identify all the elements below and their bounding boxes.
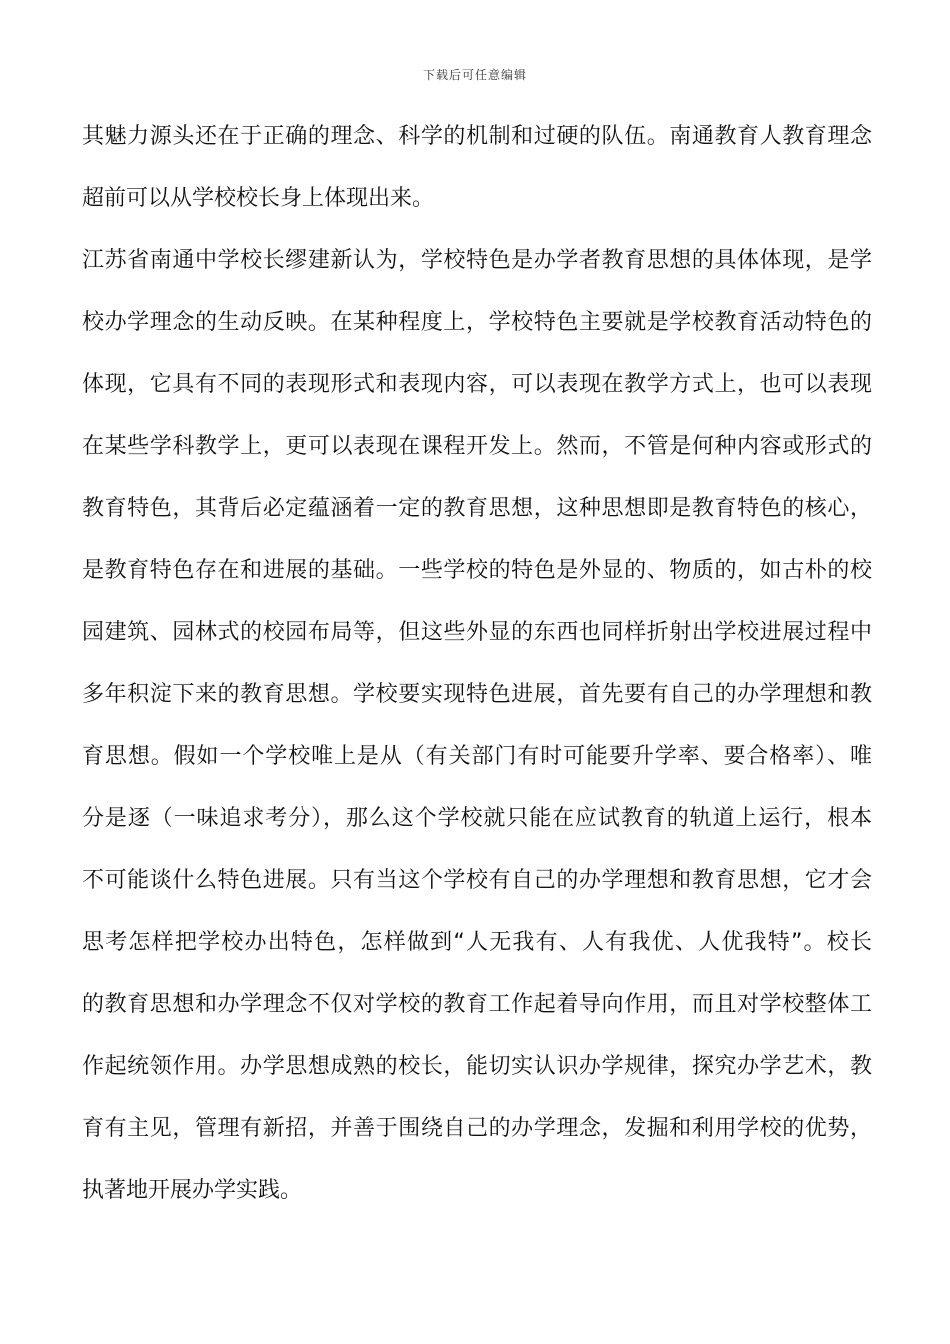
text-line: 超前可以从学校校长身上体现出来。 [82,186,435,211]
text-line: 思考怎样把学校办出特色，怎样做到“人无我有、人有我优、人优我特”。校长 [82,930,872,955]
text-line: 江苏省南通中学校长缪建新认为，学校特色是办学者教育思想的具体体现，是学 [82,248,872,273]
page-header: 下载后可任意编辑 [422,68,527,82]
text-line: 作起统领作用。办学思想成熟的校长，能切实认识办学规律，探究办学艺术，教 [82,1054,872,1079]
text-line: 园建筑、园林式的校园布局等，但这些外显的东西也同样折射出学校进展过程中 [82,620,872,645]
text-line: 的教育思想和办学理念不仅对学校的教育工作起着导向作用，而且对学校整体工 [82,992,872,1017]
text-line: 不可能谈什么特色进展。只有当这个学校有自己的办学理想和教育思想，它才会 [82,868,872,893]
text-line: 分是逐（一味追求考分），那么这个学校就只能在应试教育的轨道上运行，根本 [82,806,872,831]
text-line: 教育特色，其背后必定蕴涵着一定的教育思想，这种思想即是教育特色的核心， [82,496,872,521]
text-line: 育思想。假如一个学校唯上是从（有关部门有时可能要升学率、要合格率）、唯 [82,744,872,769]
text-line: 多年积淀下来的教育思想。学校要实现特色进展，首先要有自己的办学理想和教 [82,682,872,707]
text-line: 校办学理念的生动反映。在某种程度上，学校特色主要就是学校教育活动特色的 [82,310,872,335]
text-line: 育有主见，管理有新招，并善于围绕自己的办学理念，发掘和利用学校的优势， [82,1116,872,1141]
text-line: 体现，它具有不同的表现形式和表现内容，可以表现在教学方式上，也可以表现 [82,372,872,397]
text-line: 在某些学科教学上，更可以表现在课程开发上。然而，不管是何种内容或形式的 [82,434,872,459]
body-text [82,117,872,1233]
text-line: 是教育特色存在和进展的基础。一些学校的特色是外显的、物质的，如古朴的校 [82,558,872,583]
text-line: 执著地开展办学实践。 [82,1178,303,1203]
text-line: 其魅力源头还在于正确的理念、科学的机制和过硬的队伍。南通教育人教育理念 [82,124,872,149]
